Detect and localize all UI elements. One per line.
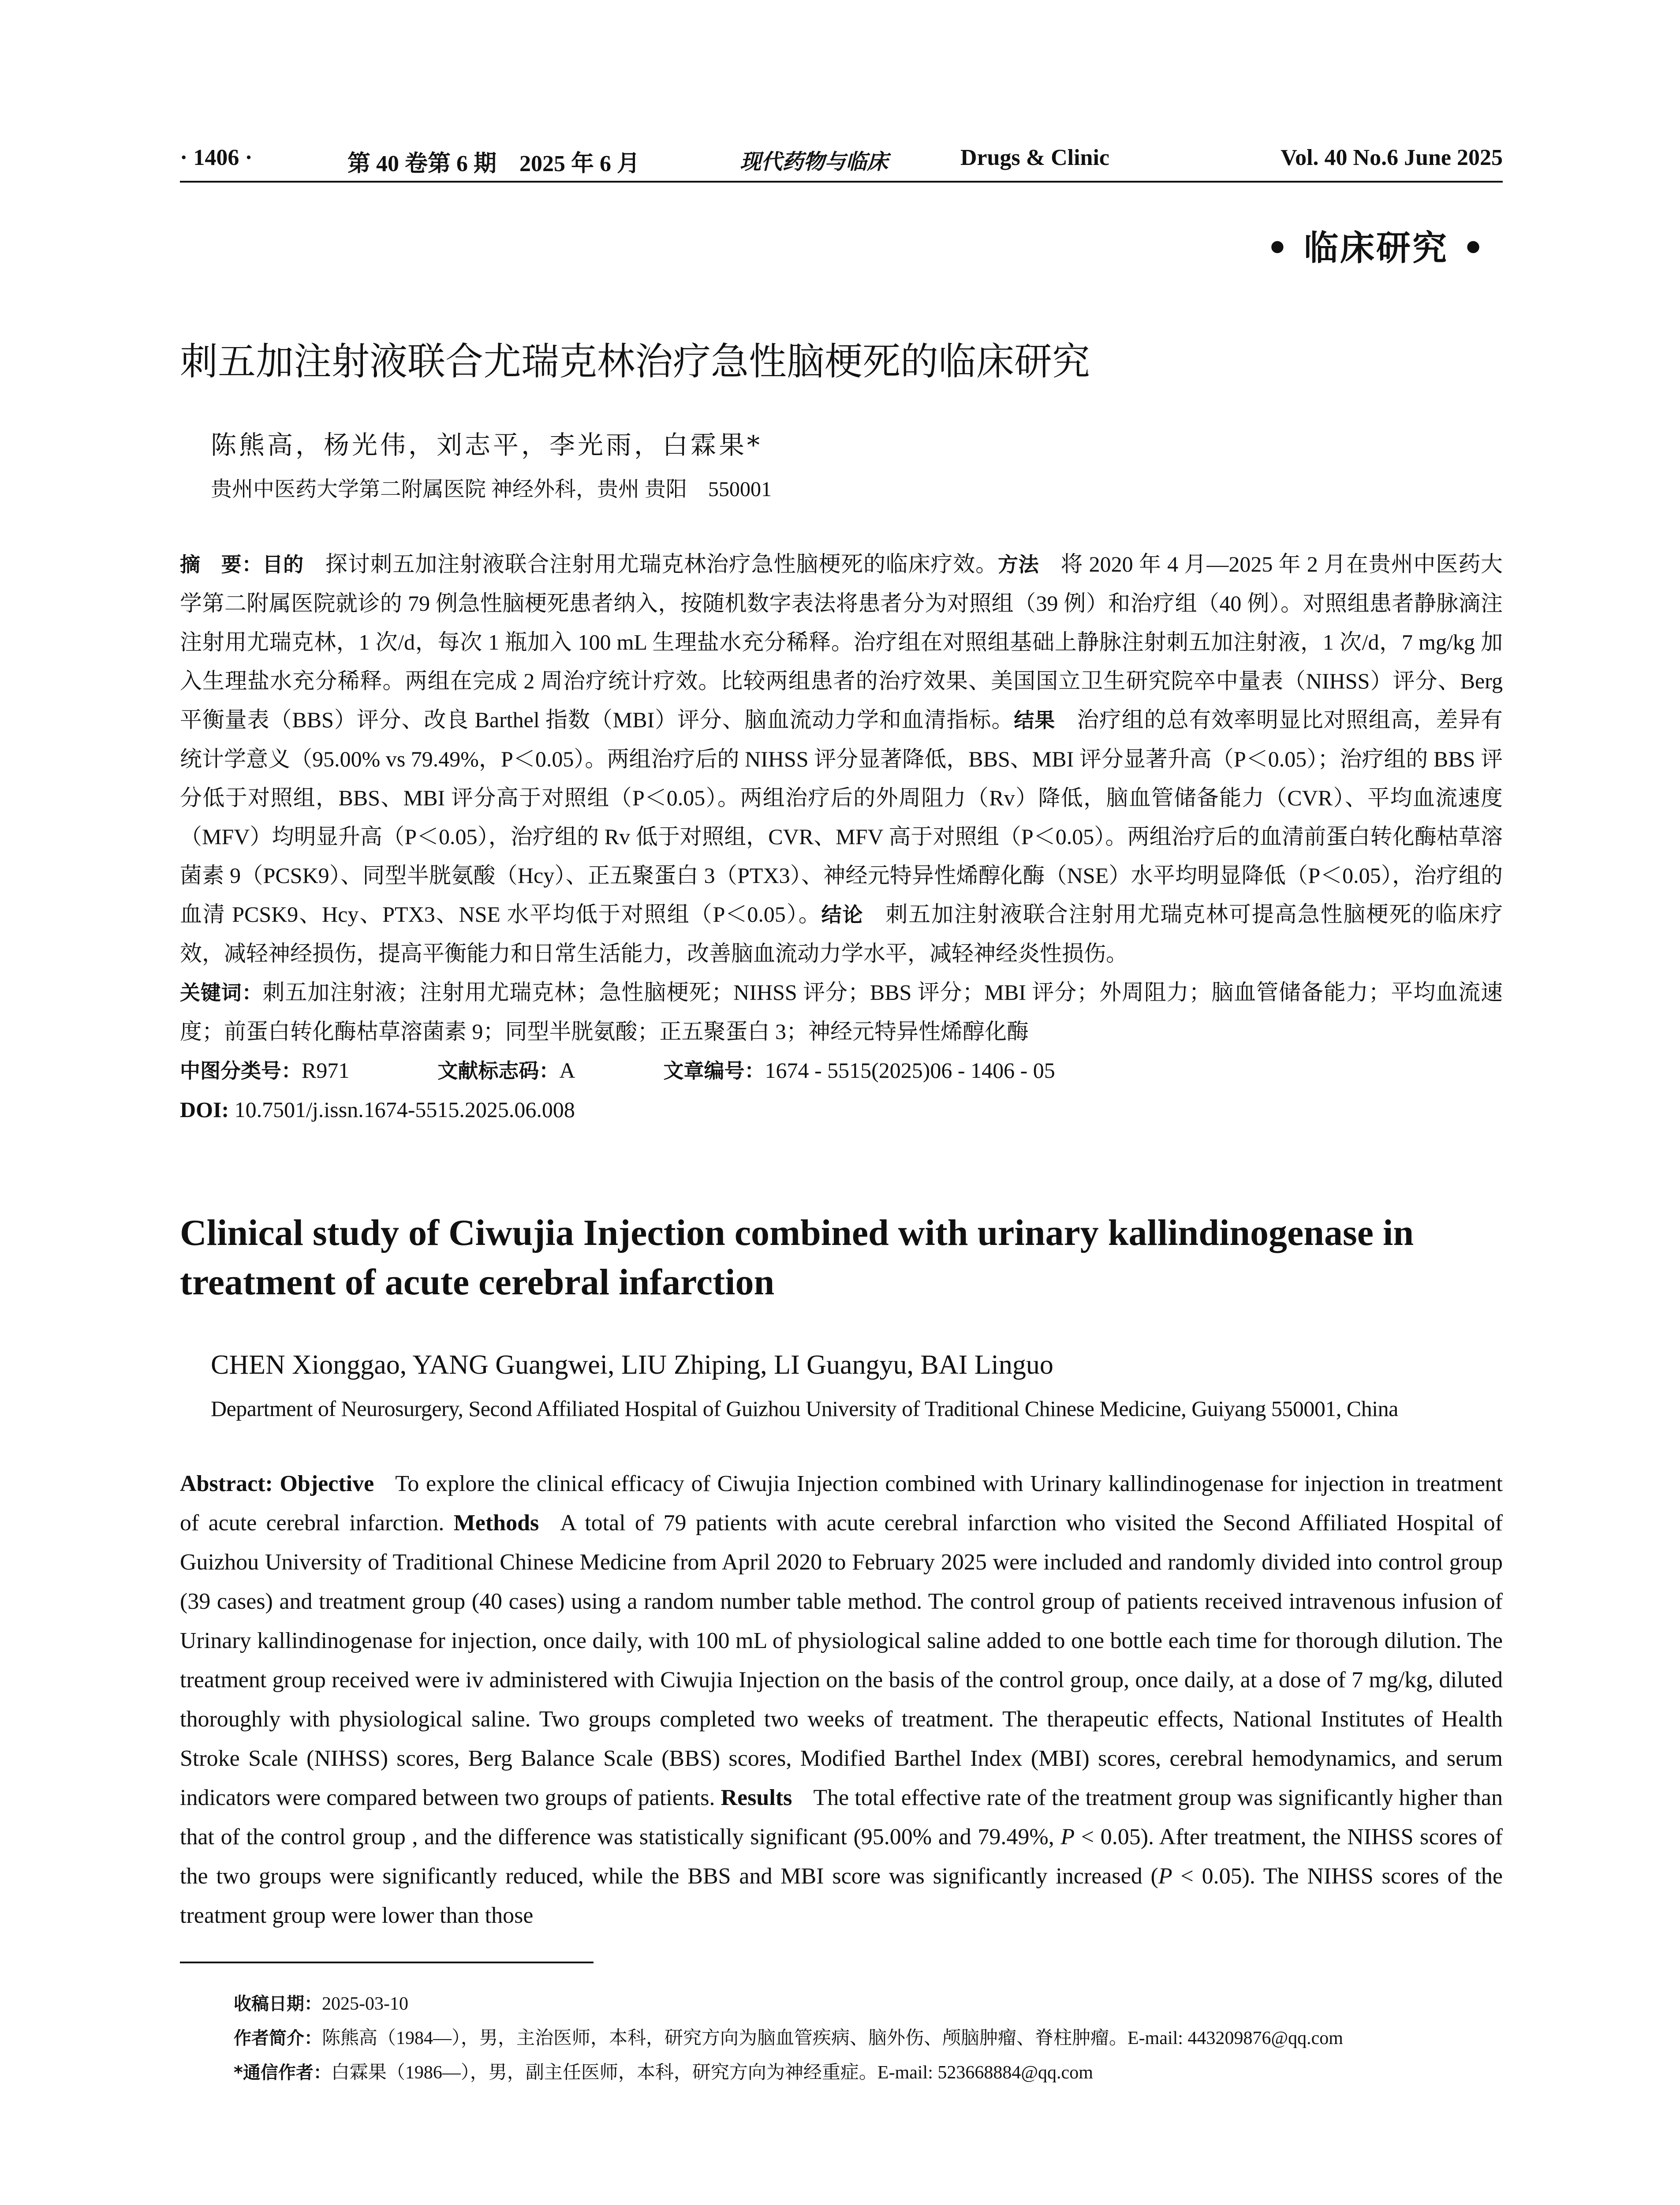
objective-label-cn: 目的 [262, 553, 304, 576]
methods-text-en: A total of 79 patients with acute cerebral infarction who visited the Second Affiliated Hospital of Guizhou University of Traditional Chinese Medicine from April 2020 to February 2025 were included and randomly divided into control group (39 cases) and treatment group (40 cases) using a random number table method. The control group of patients received intravenous infusion of Urinary kallindinogenase for injection, once daily, with 100 mL of physiological saline added to one bottle each time for thorough dilution. The treatment group received were iv administered with Ciwujia Injection on the basis of the control group, once daily, at a dose of 7 mg/kg, diluted thoroughly with physiological saline. Two groups completed two weeks of treatment. The therapeutic effects, National Institutes of Health Stroke Scale (NIHSS) scores, Berg Balance Scale (BBS) scores, Modified Barthel Index (MBI) scores, cerebral hemodynamics, and serum indicators were compared between two groups of patients. [180, 1510, 1503, 1810]
results-text-cn: 治疗组的总有效率明显比对照组高，差异有统计学意义（95.00% vs 79.49%，P＜0.05）。两组治疗后的 NIHSS 评分显著降低，BBS、MBI 评分显著升高（P＜0.05）；治疗组的 BBS 评分低于对照组，BBS、MBI 评分高于对照组（P＜0.05）。两组治疗后的外周阻力（Rv）降低，脑血管储备能力（CVR）、平均血流速度（MFV）均明显升高（P＜0.05），治疗组的 Rv 低于对照组，CVR、MFV 高于对照组（P＜0.05）。两组治疗后的血清前蛋白转化酶枯草溶菌素 9（PCSK9）、同型半胱氨酸（Hcy）、正五聚蛋白 3（PTX3）、神经元特异性烯醇化酶（NSE）水平均明显降低（P＜0.05），治疗组的血清 PCSK9、Hcy、PTX3、NSE 水平均低于对照组（P＜0.05）。 [180, 707, 1503, 927]
p-symbol: P [1158, 1864, 1172, 1889]
author-bio [234, 2021, 1343, 2056]
corr-value: 白霖果（1986—），男，副主任医师，本科，研究方向为神经重症。E-mail: 523668884@qq.com [331, 2063, 1093, 2083]
affiliation-en: Department of Neurosurgery, Second Affiliated Hospital of Guizhou University of Traditional Chinese Medicine, Guiyang 550001, China [211, 1396, 1398, 1421]
volume-issue-en: Vol. 40 No.6 June 2025 [1281, 145, 1503, 170]
methods-label-en: Methods [453, 1510, 539, 1536]
clc-label: 中图分类号： [180, 1059, 302, 1083]
volume-issue-cn: 第 40 卷第 6 期 2025 年 6 月 [347, 151, 640, 176]
conclusion-label-cn: 结论 [821, 903, 864, 927]
page-number: · 1406 · [180, 145, 253, 170]
received-label: 收稿日期： [234, 1994, 322, 2014]
p-symbol: P [1060, 1824, 1075, 1850]
received-value: 2025-03-10 [322, 1994, 408, 2014]
corr-label: *通信作者： [234, 2063, 331, 2083]
footnote-rule [180, 1962, 594, 1963]
doi-value: 10.7501/j.issn.1674-5515.2025.06.008 [234, 1097, 575, 1122]
author-bio-label: 作者简介： [234, 2028, 322, 2048]
section-tag: • 临床研究 • [1266, 228, 1486, 268]
title-en-line1: Clinical study of Ciwujia Injection combined with urinary kallindinogenase in [180, 1212, 1414, 1253]
journal-name-en: Drugs & Clinic [960, 145, 1109, 170]
keywords-cn [180, 973, 1503, 1051]
authors-cn: 陈熊高，杨光伟，刘志平，李光雨，白霖果* [211, 430, 763, 460]
abstract-cn [180, 545, 1503, 1129]
doi-line [180, 1090, 1503, 1129]
doccode-value: A [559, 1058, 575, 1083]
objective-text-cn: 探讨刺五加注射液联合注射用尤瑞克林治疗急性脑梗死的临床疗效。 [325, 552, 998, 576]
abstract-cn-body [180, 545, 1503, 973]
methods-text-cn: 将 2020 年 4 月—2025 年 2 月在贵州中医药大学第二附属医院就诊的 79 例急性脑梗死患者纳入，按随机数字表法将患者分为对照组（39 例）和治疗组（40 例）。对照组患者静脉滴注注射用尤瑞克林，1 次/d，每次 1 瓶加入 100 mL 生理盐水充分稀释。治疗组在对照组基础上静脉注射刺五加注射液，1 次/d，7 mg/kg 加入生理盐水充分稀释。两组在完成 2 周治疗统计疗效。比较两组患者的治疗效果、美国国立卫生研究院卒中量表（NIHSS）评分、Berg 平衡量表（BBS）评分、改良 Barthel 指数（MBI）评分、脑血流动力学和血清指标。 [180, 552, 1503, 732]
articleno-value: 1674 - 5515(2025)06 - 1406 - 05 [765, 1058, 1055, 1083]
title-en-line2: treatment of acute cerebral infarction [180, 1262, 775, 1303]
running-header [180, 140, 1503, 183]
article-title-en [180, 1208, 1503, 1307]
results-text-en-2: < 0.05). After treatment, the NIHSS scores of the two groups were significantly reduced, while the BBS and MBI score was significantly increased ( [180, 1824, 1503, 1889]
author-bio-value: 陈熊高（1984—），男，主治医师，本科，研究方向为脑血管疾病、脑外伤、颅脑肿瘤、脊柱肿瘤。E-mail: 443209876@qq.com [322, 2028, 1343, 2048]
doi-label: DOI: [180, 1097, 229, 1122]
results-label-en: Results [721, 1785, 792, 1810]
results-text-en-1: The total effective rate of the treatment group was significantly higher than that of the control group , and the difference was statistically significant (95.00% and 79.49%, [180, 1785, 1503, 1850]
affiliation-cn: 贵州中医药大学第二附属医院 神经外科，贵州 贵阳 550001 [211, 478, 772, 501]
corresponding-author [234, 2056, 1343, 2090]
methods-label-cn: 方法 [997, 553, 1039, 576]
keywords-label-cn: 关键词： [180, 981, 263, 1005]
abstract-label-en: Abstract: Objective [180, 1471, 374, 1496]
article-title-cn: 刺五加注射液联合尤瑞克林治疗急性脑梗死的临床研究 [180, 340, 1090, 384]
abstract-label-cn: 摘 要： [180, 553, 263, 576]
clc-value: R971 [302, 1058, 350, 1083]
results-text-en-3: < 0.05). The NIHSS scores of the treatment group were lower than those [180, 1864, 1503, 1928]
authors-en: CHEN Xionggao, YANG Guangwei, LIU Zhiping, LI Guangyu, BAI Linguo [211, 1350, 1053, 1380]
doccode-label: 文献标志码： [437, 1059, 560, 1083]
received-date [234, 1987, 1343, 2021]
classification-line [180, 1051, 1503, 1090]
footnotes [234, 1987, 1343, 2090]
articleno-label: 文章编号： [663, 1059, 765, 1083]
conclusion-text-cn: 刺五加注射液联合注射用尤瑞克林可提高急性脑梗死的临床疗效，减轻神经损伤，提高平衡能力和日常生活能力，改善脑血流动力学水平，减轻神经炎性损伤。 [180, 902, 1503, 966]
results-label-cn: 结果 [1014, 708, 1056, 732]
objective-text-en: To explore the clinical efficacy of Ciwujia Injection combined with Urinary kallindinogenase for injection in treatment of acute cerebral infarction. [180, 1471, 1503, 1536]
keywords-text-cn: 刺五加注射液；注射用尤瑞克林；急性脑梗死；NIHSS 评分；BBS 评分；MBI 评分；外周阻力；脑血管储备能力；平均血流速度；前蛋白转化酶枯草溶菌素 9；同型半胱氨酸；正五聚蛋白 3；神经元特异性烯醇化酶 [180, 980, 1503, 1044]
abstract-en [180, 1464, 1503, 1935]
journal-name-cn: 现代药物与临床 [740, 149, 889, 174]
